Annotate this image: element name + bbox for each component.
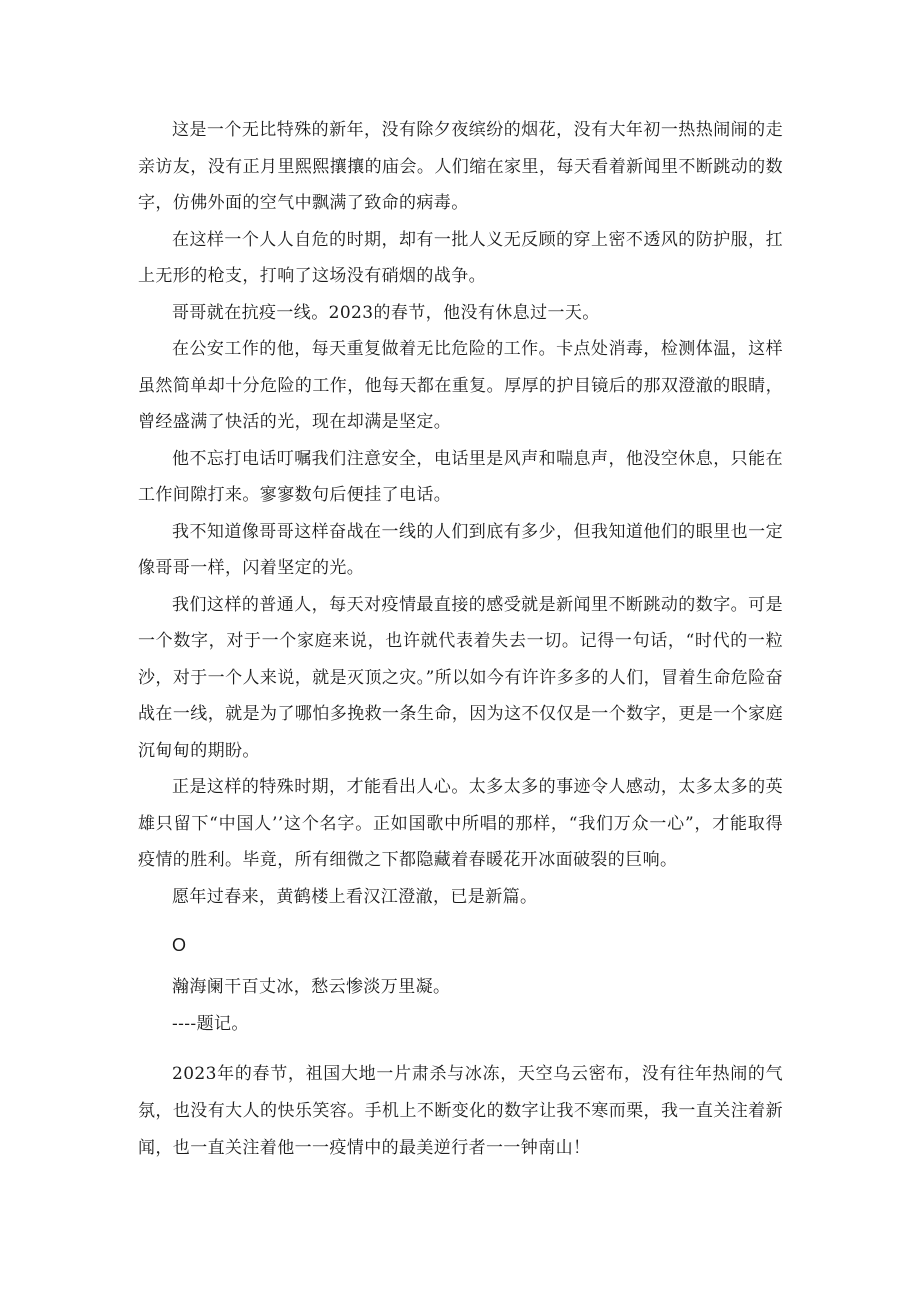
paragraph: 哥哥就在抗疫一线。2023的春节，他没有休息过一天。 <box>172 302 600 323</box>
paragraph: 他不忘打电话叮嘱我们注意安全，电话里是风声和喘息声，他没空休息，只能在工作间隙打来。寥寥数句后便挂了电话。 <box>138 448 783 505</box>
paragraph: 我不知道像哥哥这样奋战在一线的人们到底有多少，但我知道他们的眼里也一定像哥哥一样，闪着坚定的光。 <box>138 521 783 578</box>
paragraph: 在这样一个人人自危的时期，却有一批人义无反顾的穿上密不透风的防护服，扛上无形的枪支，打响了这场没有硝烟的战争。 <box>138 229 783 286</box>
poem-line: 瀚海阑干百丈冰，愁云惨淡万里凝。 <box>172 977 451 997</box>
epigraph-signature: ----题记。 <box>172 1013 249 1034</box>
paragraph: 在公安工作的他，每天重复做着无比危险的工作。卡点处消毒，检测体温，这样虽然简单却十分危险的工作，他每天都在重复。厚厚的护目镜后的那双澄澈的眼睛，曾经盛满了快活的光，现在却满是坚定。 <box>138 339 783 432</box>
paragraph: 我们这样的普通人，每天对疫情最直接的感受就是新闻里不断跳动的数字。可是一个数字，对于一个家庭来说，也许就代表着失去一切。记得一句话，“时代的一粒沙，对于一个人来说，就是灭顶之灾。”所以如今有许许多多的人们，冒着生命危险奋战在一线，就是为了哪怕多挽救一条生命，因为这不仅仅是一个数字，更是一个家庭沉甸甸的期盼。 <box>138 594 783 761</box>
section-separator: O <box>172 935 187 955</box>
document-body <box>138 112 783 1167</box>
paragraph: 愿年过春来，黄鹤楼上看汉江澄澈，已是新篇。 <box>172 886 538 907</box>
second-essay-paragraph: 2023年的春节，祖国大地一片肃杀与冰冻，天空乌云密布，没有往年热闹的气氛，也没有大人的快乐笑容。手机上不断变化的数字让我不寒而栗，我一直关注着新闻，也一直关注着他一一疫情中的最美逆行者一一钟南山！ <box>138 1064 783 1158</box>
paragraph: 这是一个无比特殊的新年，没有除夕夜缤纷的烟花，没有大年初一热热闹闹的走亲访友，没有正月里熙熙攘攘的庙会。人们缩在家里，每天看着新闻里不断跳动的数字，仿佛外面的空气中飘满了致命的病毒。 <box>138 120 783 213</box>
paragraph: 正是这样的特殊时期，才能看出人心。太多太多的事迹令人感动，太多太多的英雄只留下“中国人’’这个名字。正如国歌中所唱的那样，“我们万众一心”，才能取得疫情的胜利。毕竟，所有细微之下都隐藏着春暖花开冰面破裂的巨响。 <box>138 777 783 870</box>
